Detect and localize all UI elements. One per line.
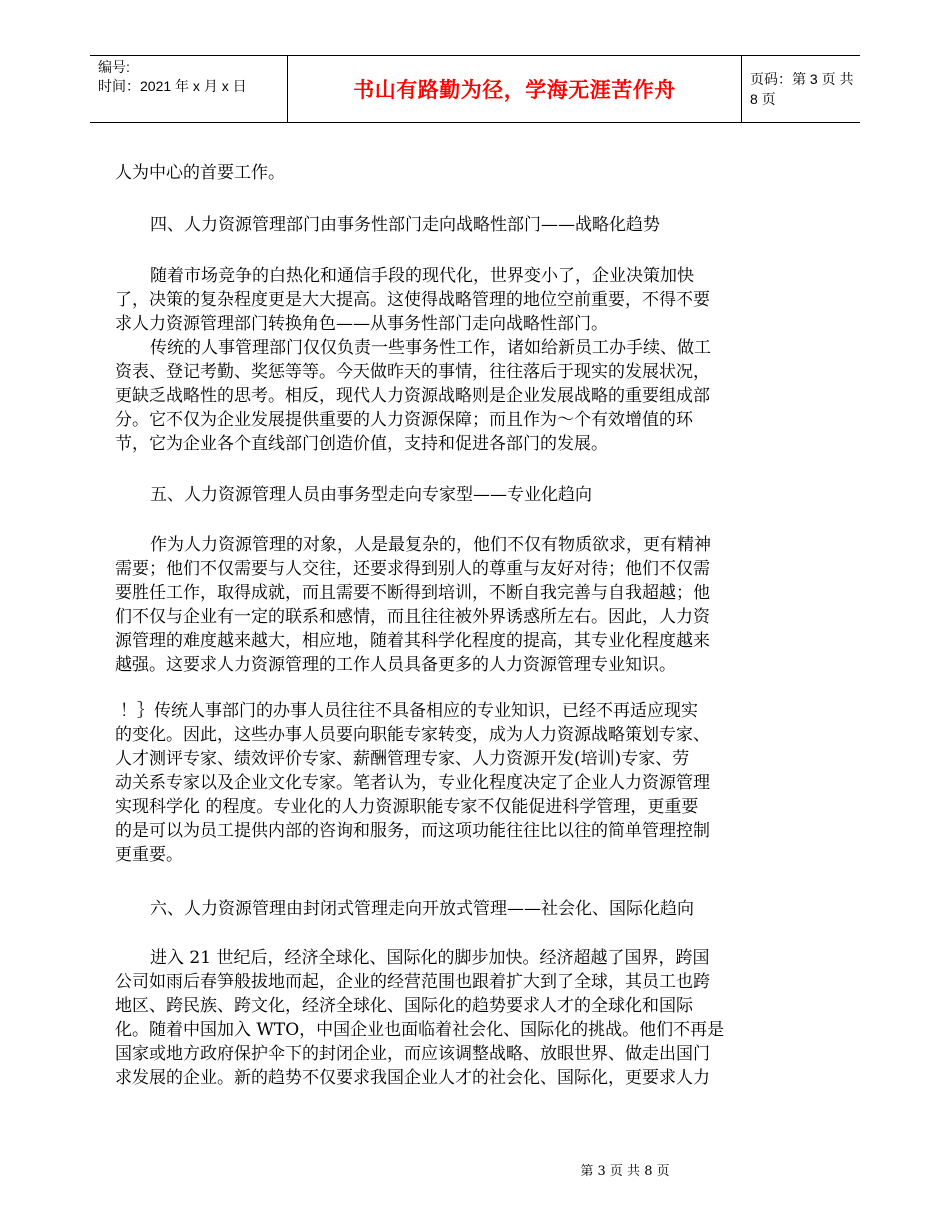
body-line: 公司如雨后春笋般拔地而起，企业的经营范围也跟着扩大到了全球，其员工也跨 bbox=[115, 972, 710, 992]
body-line: 地区、跨民族、跨文化，经济全球化、国际化的趋势要求人才的全球化和国际 bbox=[115, 996, 693, 1016]
section-heading-5: 五、人力资源管理人员由事务型走向专家型——专业化趋向 bbox=[150, 485, 592, 505]
page-header bbox=[90, 55, 860, 123]
page-info-text: 页码：第 3 页 共 8 页 bbox=[750, 71, 854, 107]
body-line: 国家或地方政府保护伞下的封闭企业，而应该调整战略、放眼世界、做走出国门 bbox=[115, 1044, 710, 1064]
header-meta bbox=[90, 56, 287, 122]
header-page-info bbox=[742, 56, 860, 122]
body-line: 们不仅与企业有一定的联系和感情，而且往往被外界诱惑所左右。因此，人力资 bbox=[115, 607, 710, 627]
body-line: 的变化。因此，这些办事人员要向职能专家转变，成为人力资源战略策划专家、 bbox=[115, 725, 710, 745]
body-line: 源管理的难度越来越大，相应地，随着其科学化程度的提高，其专业化程度越来 bbox=[115, 631, 710, 651]
body-line: 节，它为企业各个直线部门创造价值，支持和促进各部门的发展。 bbox=[115, 434, 608, 454]
header-motto-cell bbox=[287, 56, 742, 122]
motto-text: 书山有路勤为径，学海无涯苦作舟 bbox=[353, 78, 676, 102]
body-line: 资表、登记考勤、奖惩等等。今天做昨天的事情，往往落后于现实的发展状况， bbox=[115, 362, 710, 382]
body-line: ！｝传统人事部门的办事人员往往不具备相应的专业知识，已经不再适应现实 bbox=[120, 701, 698, 721]
section-heading-4: 四、人力资源管理部门由事务性部门走向战略性部门——战略化趋势 bbox=[150, 215, 660, 235]
body-line: 动关系专家以及企业文化专家。笔者认为，专业化程度决定了企业人力资源管理 bbox=[115, 773, 710, 793]
body-line: 人才测评专家、绩效评价专家、薪酬管理专家、人力资源开发(培训)专家、劳 bbox=[115, 749, 690, 769]
body-line: 进入 21 世纪后，经济全球化、国际化的脚步加快。经济超越了国界，跨国 bbox=[150, 948, 710, 968]
body-line: 实现科学化 的程度。专业化的人力资源职能专家不仅能促进科学管理，更重要 bbox=[115, 797, 699, 817]
body-line: 更重要。 bbox=[115, 845, 183, 865]
body-line: 的是可以为员工提供内部的咨询和服务，而这项功能往往比以往的简单管理控制 bbox=[115, 821, 710, 841]
body-line: 随着市场竞争的白热化和通信手段的现代化，世界变小了，企业决策加快 bbox=[150, 266, 694, 286]
section-heading-6: 六、人力资源管理由封闭式管理走向开放式管理——社会化、国际化趋向 bbox=[150, 899, 694, 919]
body-line: 需要；他们不仅需要与人交往，还要求得到别人的尊重与友好对待；他们不仅需 bbox=[115, 559, 710, 579]
body-line: 要胜任工作，取得成就，而且需要不断得到培训，不断自我完善与自我超越；他 bbox=[115, 583, 710, 603]
body-line: 更缺乏战略性的思考。相反，现代人力资源战略则是企业发展战略的重要组成部 bbox=[115, 386, 710, 406]
body-line: 作为人力资源管理的对象，人是最复杂的，他们不仅有物质欲求，更有精神 bbox=[150, 535, 711, 555]
body-line: 分。它不仅为企业发展提供重要的人力资源保障；而且作为～个有效增值的环 bbox=[115, 410, 693, 430]
body-line: 求人力资源管理部门转换角色——从事务性部门走向战略性部门。 bbox=[115, 314, 608, 334]
body-line: 人为中心的首要工作。 bbox=[115, 163, 285, 183]
body-line: 化。随着中国加入 WTO，中国企业也面临着社会化、国际化的挑战。他们不再是 bbox=[115, 1020, 725, 1040]
doc-number-label: 编号: bbox=[98, 59, 130, 75]
body-line: 越强。这要求人力资源管理的工作人员具备更多的人力资源管理专业知识。 bbox=[115, 655, 676, 675]
date-line: 时间：2021 年 x 月 x 日 bbox=[98, 78, 247, 94]
body-line: 传统的人事管理部门仅仅负责一些事务性工作，诸如给新员工办手续、做工 bbox=[150, 338, 711, 358]
body-line: 求发展的企业。新的趋势不仅要求我国企业人才的社会化、国际化，更要求人力 bbox=[115, 1068, 710, 1088]
page-footer: 第 3 页 共 8 页 bbox=[580, 1164, 670, 1179]
body-line: 了，决策的复杂程度更是大大提高。这使得战略管理的地位空前重要，不得不要 bbox=[115, 290, 710, 310]
